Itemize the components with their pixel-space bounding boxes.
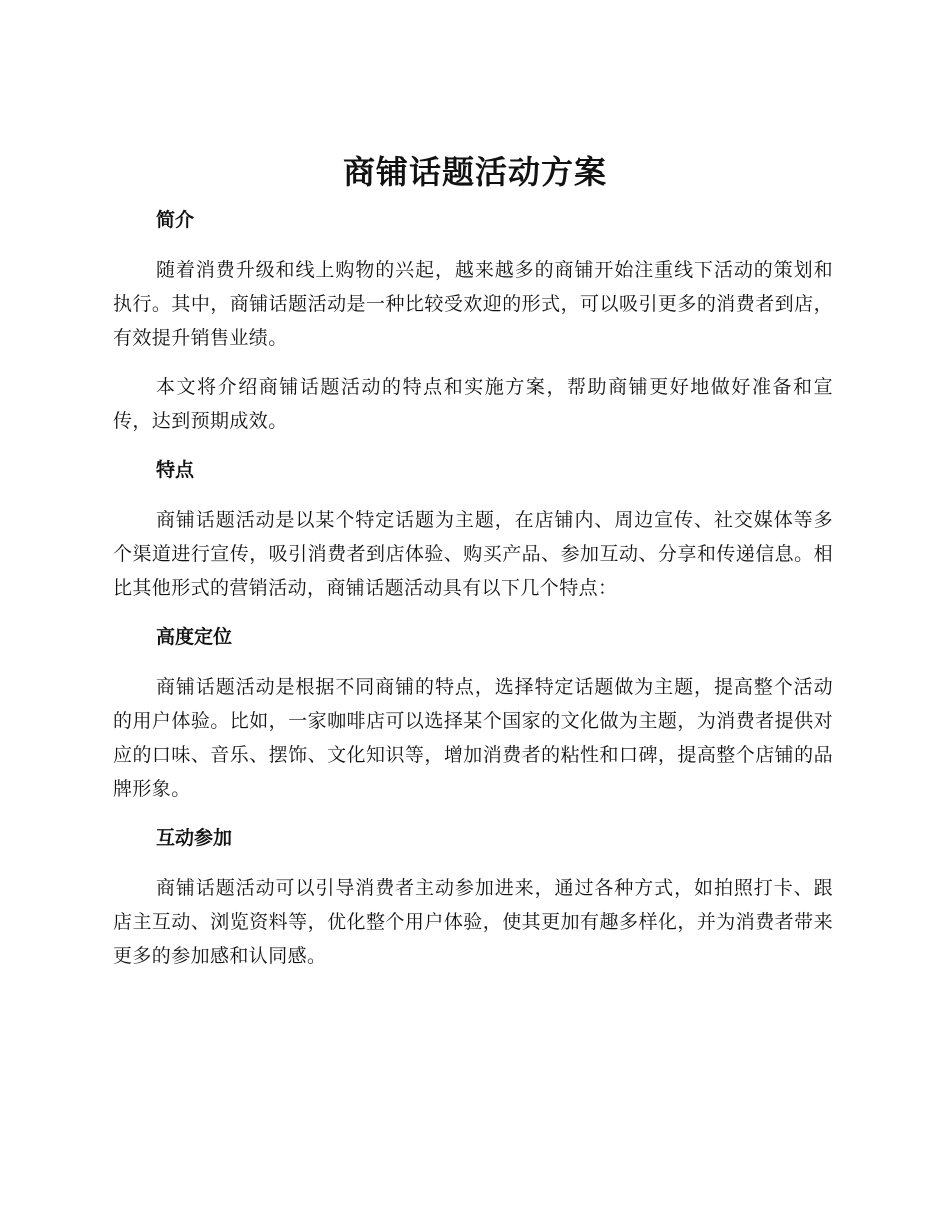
- document-title: 商铺话题活动方案: [342, 153, 607, 191]
- paragraph: 商铺话题活动是以某个特定话题为主题，在店铺内、周边宣传、社交媒体等多个渠道进行宣传，吸引消费者到店体验、购买产品、参加互动、分享和传递信息。相比其他形式的营销活动，商铺话题活动具有以下几个特点：: [113, 509, 833, 599]
- document-body: [113, 203, 833, 988]
- section-heading-features: 特点: [156, 459, 195, 481]
- paragraph: 随着消费升级和线上购物的兴起，越来越多的商铺开始注重线下活动的策划和执行。其中，商铺话题活动是一种比较受欢迎的形式，可以吸引更多的消费者到店，有效提升销售业绩。: [113, 259, 833, 349]
- paragraph: 本文将介绍商铺话题活动的特点和实施方案，帮助商铺更好地做好准备和宣传，达到预期成效。: [113, 376, 833, 432]
- paragraph: 商铺话题活动是根据不同商铺的特点，选择特定话题做为主题，提高整个活动的用户体验。比如，一家咖啡店可以选择某个国家的文化做为主题，为消费者提供对应的口味、音乐、摆饰、文化知识等，增加消费者的粘性和口碑，提高整个店铺的品牌形象。: [113, 676, 833, 800]
- section-heading-positioning: 高度定位: [156, 626, 233, 648]
- section-heading-intro: 简介: [156, 209, 195, 231]
- section-heading-interaction: 互动参加: [156, 827, 233, 849]
- paragraph: 商铺话题活动可以引导消费者主动参加进来，通过各种方式，如拍照打卡、跟店主互动、浏览资料等，优化整个用户体验，使其更加有趣多样化，并为消费者带来更多的参加感和认同感。: [113, 877, 833, 967]
